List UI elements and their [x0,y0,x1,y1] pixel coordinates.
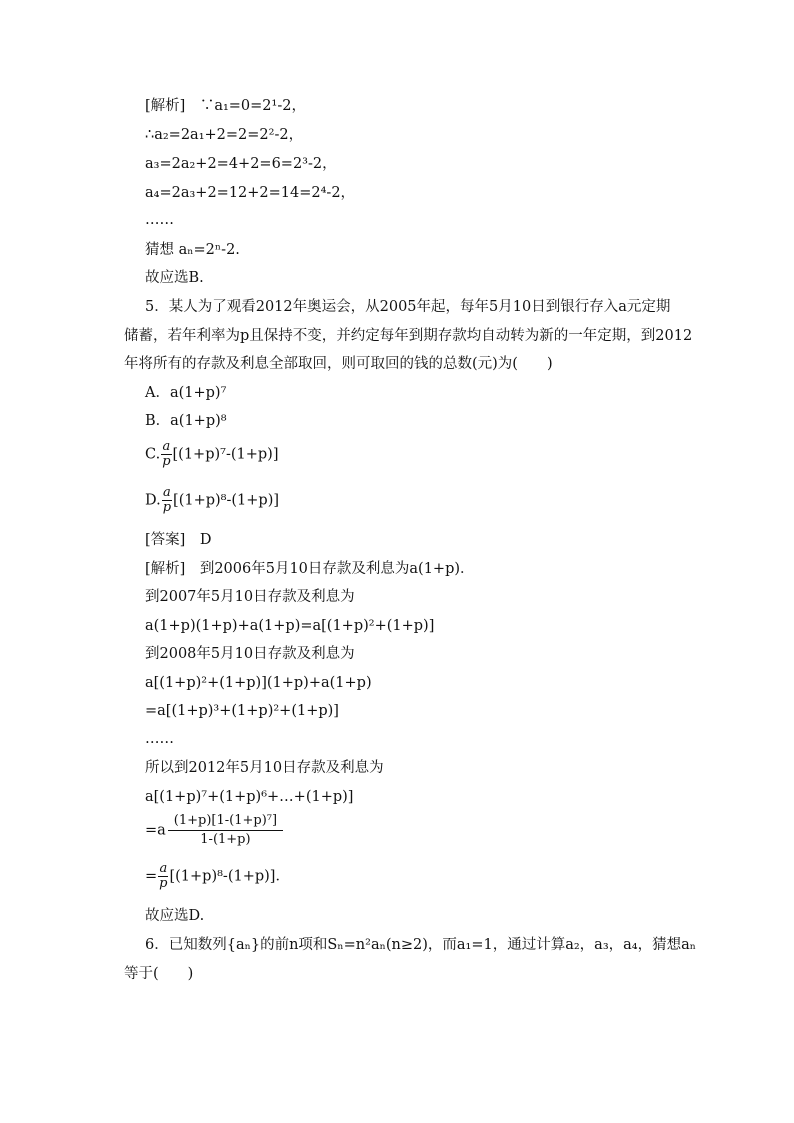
choice-line: 故应选B. [145,270,204,286]
option-b: B．a(1+p)⁸ [145,413,227,429]
option-a: A．a(1+p)⁷ [145,385,227,401]
answer-line: [答案] D [145,532,212,548]
question-6-line-1: 6．已知数列{aₙ}的前n项和Sₙ=n²aₙ(n≥2)，而a₁=1，通过计算a₂，a₃，a₄，猜想aₙ [145,937,697,953]
result-expr: [(1+p)⁸-(1+p)]． [169,868,290,885]
solution5-ellipsis: …… [145,731,174,747]
option-c-label: C. [145,446,161,463]
option-d [145,486,279,515]
solution-line-3: a₃=2a₂+2=4+2=6=2³-2， [145,156,337,172]
fraction-a-over-p: $\frac{a}{p}$ [159,861,168,891]
option-c [145,440,278,469]
equals-sign: = [145,868,158,885]
fraction-a-over-p: $\frac{a}{p}$ [162,485,172,515]
solution5-line-3: a(1+p)(1+p)+a(1+p)=a[(1+p)²+(1+p)] [145,618,435,634]
sum-fraction [168,812,283,849]
option-d-label: D. [145,492,161,509]
sum-fraction-denominator: 1-(1+p) [168,830,283,849]
question-5-line-1: 5．某人为了观看2012年奥运会，从2005年起，每年5月10日到银行存入a元定期 [145,299,671,315]
conjecture-line: 猜想 aₙ=2ⁿ-2. [145,242,240,258]
solution5-result [145,862,290,891]
question-5-line-2: 储蓄，若年利率为p且保持不变，并约定每年到期存款均自动转为新的一年定期，到2012 [124,328,693,344]
solution-line-1: [解析] ∵a₁=0=2¹-2， [145,98,306,114]
solution5-line-2: 到2007年5月10日存款及利息为 [145,589,355,605]
solution5-line-4: 到2008年5月10日存款及利息为 [145,646,355,662]
option-c-expr: [(1+p)⁷-(1+p)] [172,446,279,463]
sum-fraction-numerator: (1+p)[1-(1+p)⁷] [173,813,278,828]
solution-line-4: a₄=2a₃+2=12+2=14=2⁴-2， [145,185,356,201]
solution5-line-1: [解析] 到2006年5月10日存款及利息为a(1+p)． [145,561,475,577]
solution5-line-9: a[(1+p)⁷+(1+p)⁶+…+(1+p)] [145,789,354,805]
solution5-line-6: =a[(1+p)³+(1+p)²+(1+p)] [145,703,339,719]
solution5-line-5: a[(1+p)²+(1+p)](1+p)+a(1+p) [145,675,372,691]
solution-line-2: ∴a₂=2a₁+2=2=2²-2， [145,127,304,143]
option-d-expr: [(1+p)⁸-(1+p)] [173,492,280,509]
ellipsis-line: …… [145,212,174,228]
question-6-line-2: 等于( ) [124,966,194,982]
equals-a: =a [145,822,166,839]
solution5-sum-fraction [145,812,283,849]
solution5-choice: 故应选D. [145,908,205,924]
solution5-line-8: 所以到2012年5月10日存款及利息为 [145,760,384,776]
question-5-line-3: 年将所有的存款及利息全部取回，则可取回的钱的总数(元)为( ) [124,356,553,372]
fraction-a-over-p: $\frac{a}{p}$ [162,439,171,469]
